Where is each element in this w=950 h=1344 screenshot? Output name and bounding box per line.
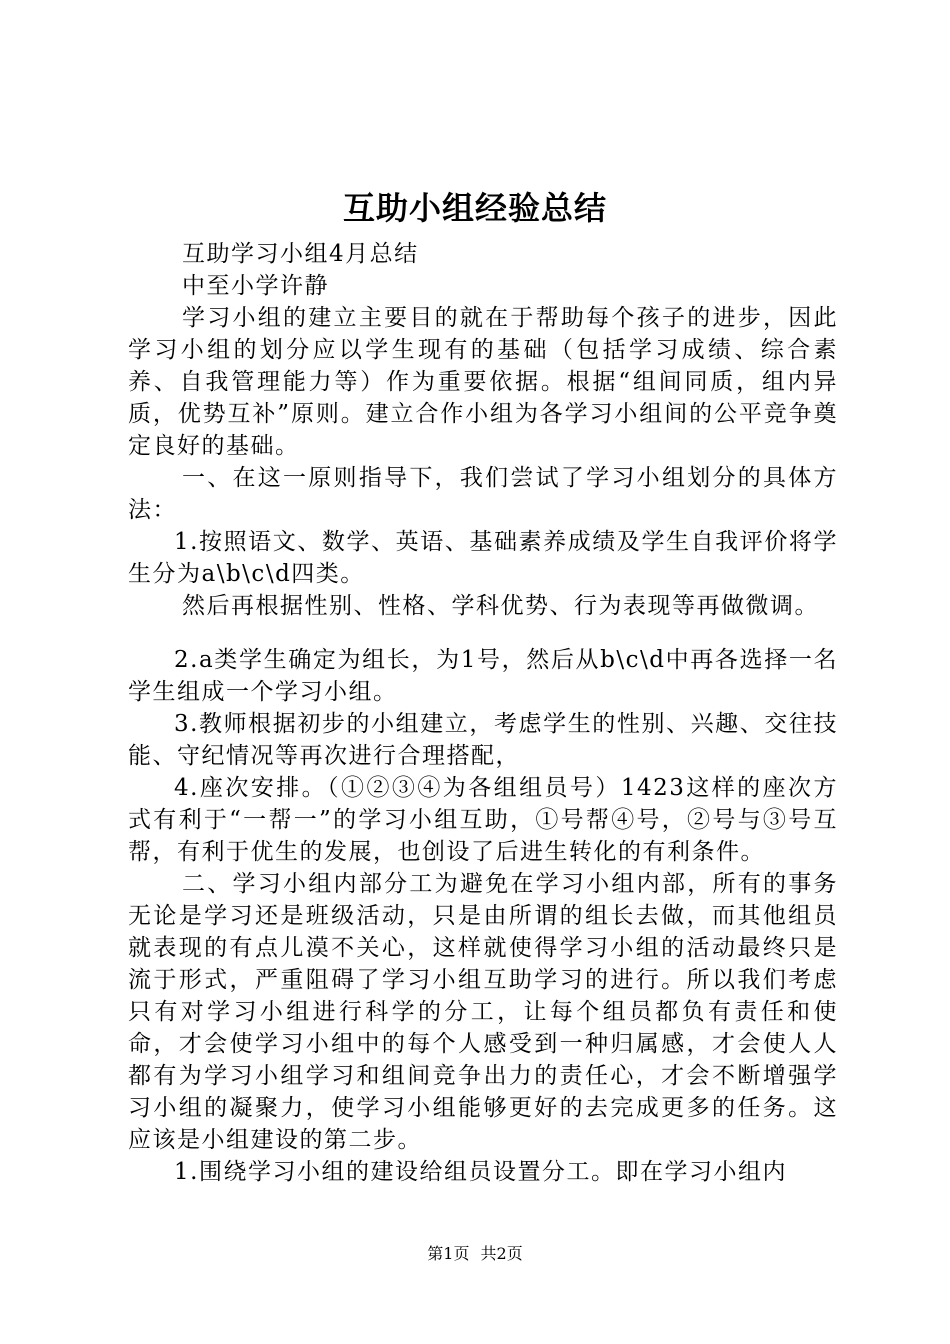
paragraph: 学习小组的建立主要目的就在于帮助每个孩子的进步，因此学习小组的划分应以学生现有的基础（包括学习成绩、综合素养、自我管理能力等）作为重要依据。根据“组间同质，组内异质，优势互补”原则。建立合作小组为各学习小组间的公平竞争奠定良好的基础。: [128, 305, 838, 459]
document-title: 互助小组经验总结: [342, 189, 607, 227]
paragraph-author: 中至小学许静: [182, 273, 329, 299]
paragraph: 一、在这一原则指导下，我们尝试了学习小组划分的具体方法：: [128, 465, 838, 523]
page-number: 第1页: [427, 1244, 470, 1263]
paragraph: 3.教师根据初步的小组建立，考虑学生的性别、兴趣、交往技能、守纪情况等再次进行合理搭配，: [128, 711, 838, 769]
paragraph: 2.a类学生确定为组长，为1号，然后从b\c\d中再各选择一名学生组成一个学习小组。: [128, 647, 838, 705]
paragraph: 然后再根据性别、性格、学科优势、行为表现等再做微调。: [182, 593, 819, 619]
paragraph: 1.按照语文、数学、英语、基础素养成绩及学生自我评价将学生分为a\b\c\d四类。: [128, 529, 838, 587]
paragraph: 1.围绕学习小组的建设给组员设置分工。即在学习小组内: [174, 1159, 787, 1185]
page-total: 共2页: [480, 1244, 523, 1263]
page-footer: [0, 1243, 950, 1265]
document-body: [128, 238, 838, 1188]
paragraph: 4.座次安排。（①②③④为各组组员号）1423这样的座次方式有利于“一帮一”的学习小组互助，①号帮④号，②号与③号互帮，有利于优生的发展，也创设了后进生转化的有利条件。: [128, 775, 838, 865]
paragraph: 二、学习小组内部分工为避免在学习小组内部，所有的事务无论是学习还是班级活动，只是由所谓的组长去做，而其他组员就表现的有点儿漠不关心，这样就使得学习小组的活动最终只是流于形式，严重阻碍了学习小组互助学习的进行。所以我们考虑只有对学习小组进行科学的分工，让每个组员都负有责任和使命，才会使学习小组中的每个人感受到一种归属感，才会使人人都有为学习小组学习和组间竞争出力的责任心，才会不断增强学习小组的凝聚力，使学习小组能够更好的去完成更多的任务。这应该是小组建设的第二步。: [128, 871, 838, 1153]
paragraph-subtitle: 互助学习小组4月总结: [182, 241, 419, 267]
